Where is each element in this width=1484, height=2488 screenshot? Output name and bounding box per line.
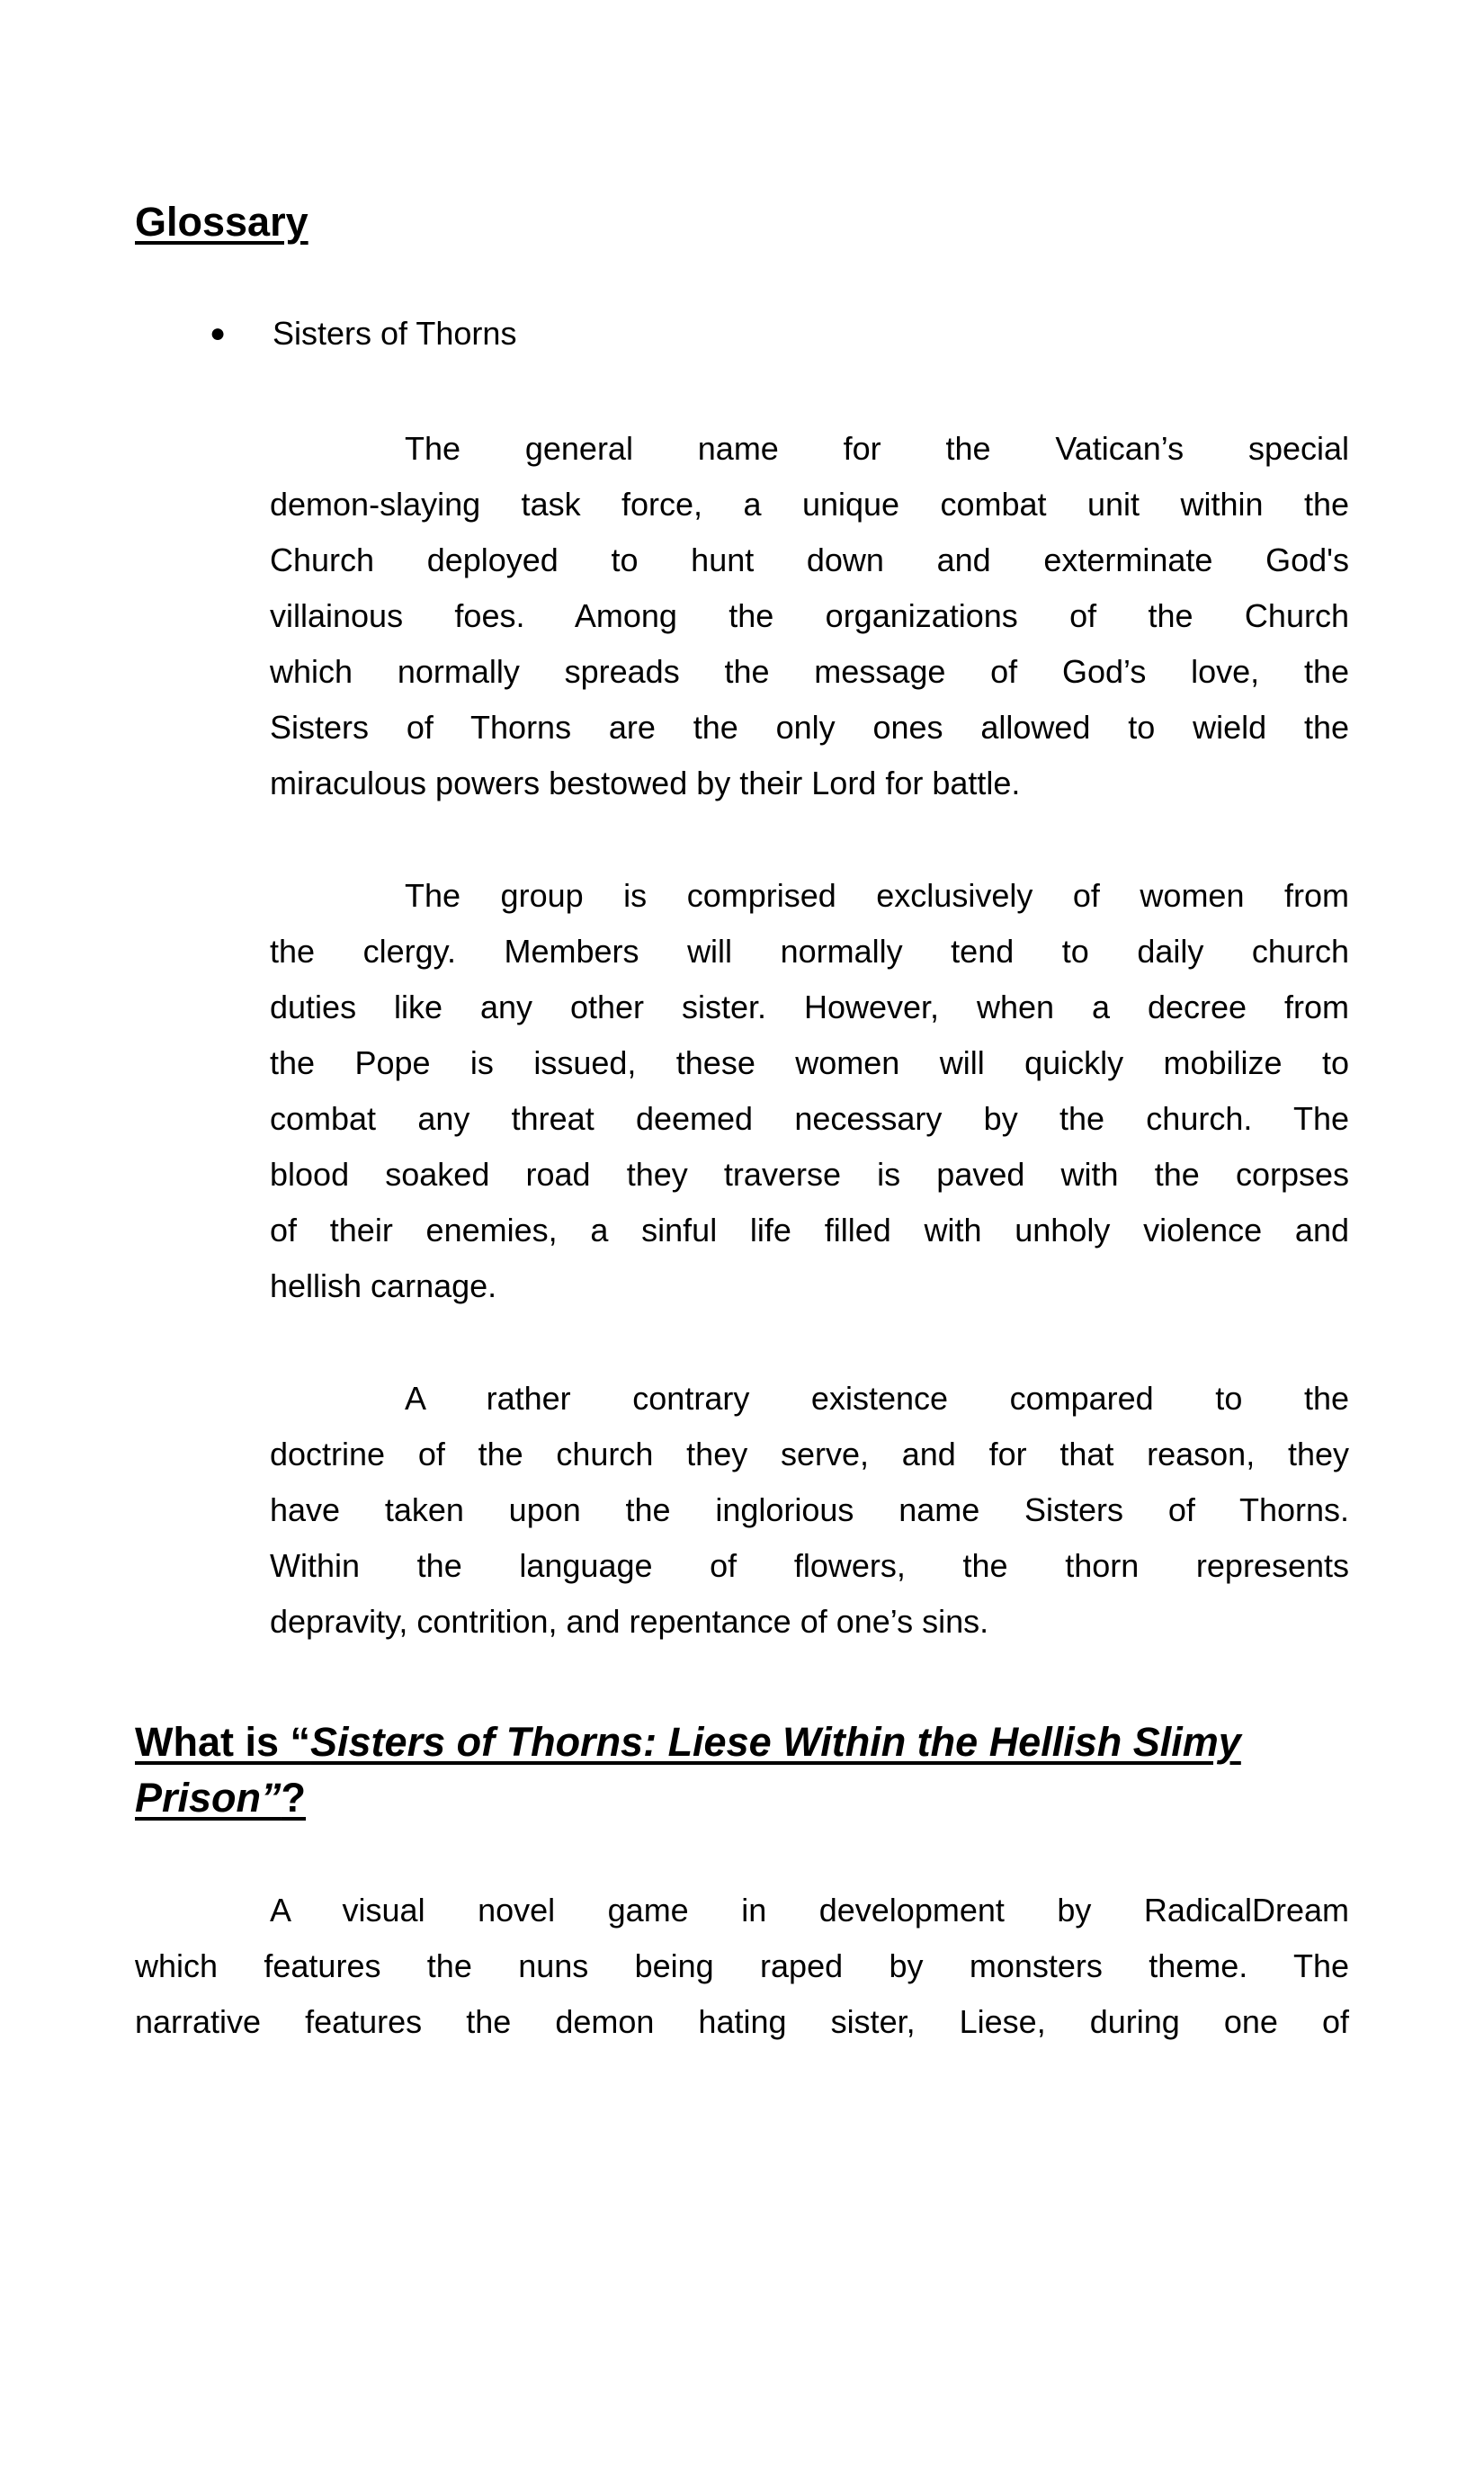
- text-line: duties like any other sister. However, when a decree from: [270, 989, 1349, 1025]
- question-heading-line-2: [135, 1770, 1349, 1826]
- text-line: the Pope is issued, these women will quickly mobilize to: [270, 1044, 1349, 1081]
- heading-title-italic: Prison”: [135, 1775, 282, 1821]
- text-line: the clergy. Members will normally tend to daily church: [270, 933, 1349, 970]
- text-line: combat any threat deemed necessary by the church. The: [270, 1100, 1349, 1137]
- text-line: narrative features the demon hating sister, Liese, during one of: [135, 2003, 1349, 2040]
- glossary-term: Sisters of Thorns: [273, 315, 517, 352]
- answer-paragraph: [135, 1883, 1349, 2050]
- text-line: doctrine of the church they serve, and for that reason, they: [270, 1436, 1349, 1472]
- text-line: A visual novel game in development by RadicalDream: [270, 1892, 1349, 1929]
- heading-title-italic: Sisters of Thorns: Liese Within the Hellish Slimy: [310, 1719, 1241, 1765]
- text-line: have taken upon the inglorious name Sisters of Thorns.: [270, 1491, 1349, 1528]
- document-page: [0, 194, 1484, 2488]
- text-line: of their enemies, a sinful life filled with unholy violence and: [270, 1212, 1349, 1248]
- definition-paragraph-2: [270, 868, 1349, 1314]
- text-line: Within the language of flowers, the thorn represents: [270, 1547, 1349, 1584]
- definition-paragraph-3: [270, 1371, 1349, 1650]
- heading-text: What is “: [135, 1719, 311, 1765]
- bullet-icon: ●: [210, 318, 227, 348]
- text-line: The general name for the Vatican’s special: [405, 430, 1349, 467]
- question-heading-line-1: [135, 1714, 1349, 1770]
- glossary-heading: Glossary: [135, 199, 308, 245]
- text-line: A rather contrary existence compared to the: [405, 1380, 1349, 1417]
- text-line: blood soaked road they traverse is paved with the corpses: [270, 1156, 1349, 1193]
- text-line: demon-slaying task force, a unique combat unit within the: [270, 486, 1349, 523]
- text-line: villainous foes. Among the organizations of the Church: [270, 597, 1349, 634]
- text-line: miraculous powers bestowed by their Lord for battle.: [270, 765, 1021, 801]
- text-line: hellish carnage.: [270, 1267, 497, 1304]
- text-line: Church deployed to hunt down and exterminate God's: [270, 541, 1349, 578]
- text-line: which features the nuns being raped by monsters theme. The: [135, 1947, 1349, 1984]
- definition-paragraph-1: [270, 421, 1349, 811]
- question-heading: [135, 1714, 1349, 1826]
- glossary-list-item: [135, 306, 1349, 362]
- text-line: The group is comprised exclusively of women from: [405, 877, 1349, 914]
- text-line: which normally spreads the message of God’s love, the: [270, 653, 1349, 690]
- text-line: Sisters of Thorns are the only ones allowed to wield the: [270, 709, 1349, 746]
- text-line: depravity, contrition, and repentance of one’s sins.: [270, 1603, 989, 1640]
- heading-text: ?: [281, 1775, 307, 1821]
